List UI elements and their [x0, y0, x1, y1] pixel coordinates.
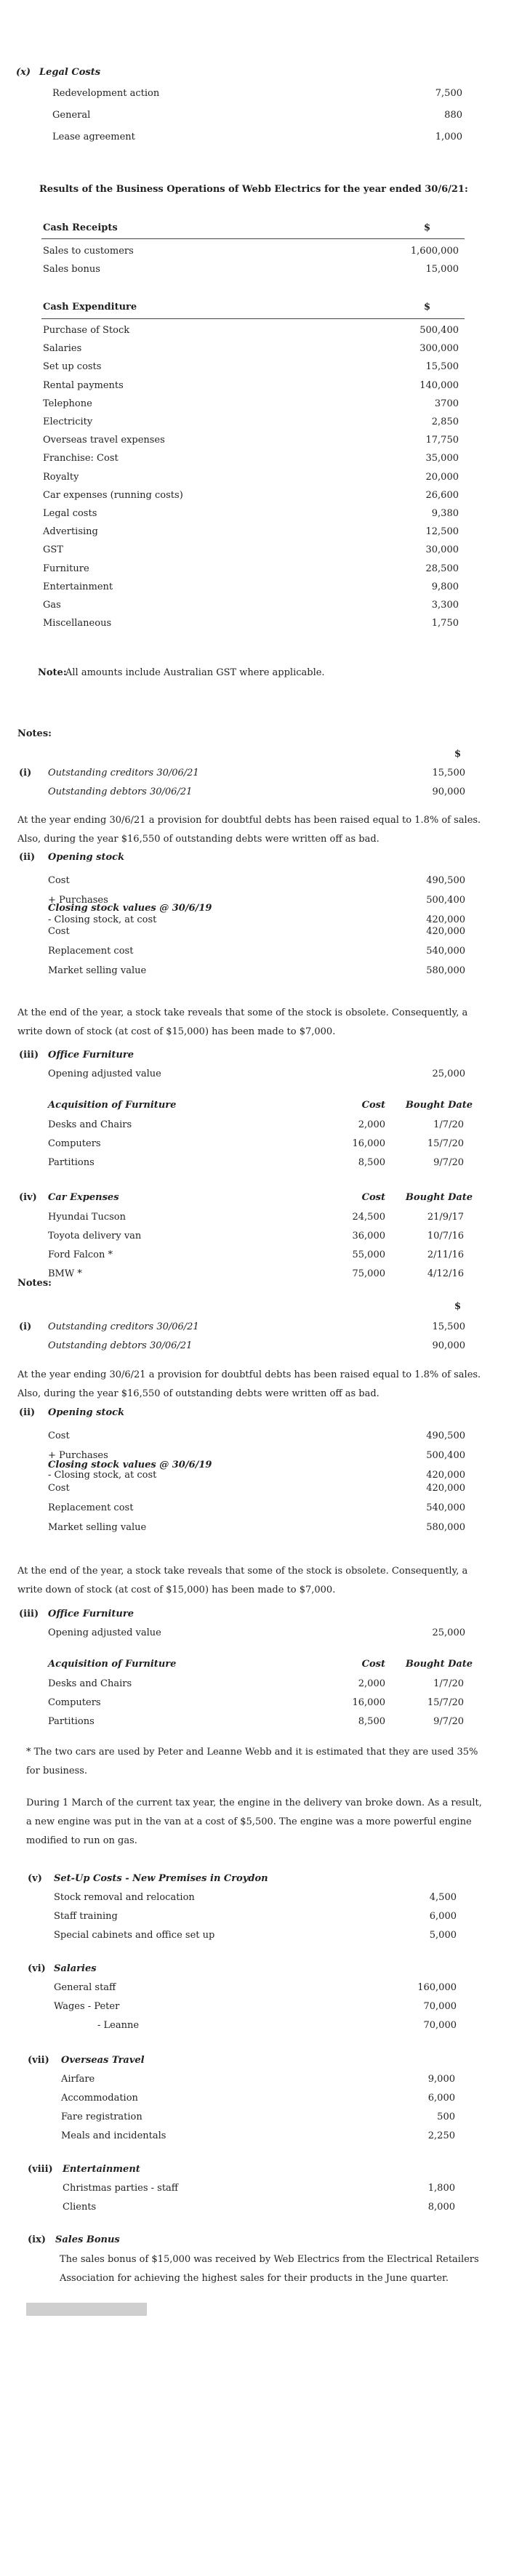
notes2-obsolete-1: At the end of the year, a stock take reveals that some of the stock is obsolete. Consequently, a — [17, 1566, 468, 1577]
travel-title: Overseas Travel — [61, 2055, 145, 2066]
expenditure-label: Royalty — [43, 471, 79, 483]
notes2-stock-value: 420,000 — [426, 1470, 465, 1481]
notes1-obsolete-2: write down of stock (at cost of $15,000) has been made to $7,000. — [17, 1026, 336, 1037]
notes1-opening-label: Opening adjusted value — [48, 1068, 161, 1079]
entertainment-value: 8,000 — [427, 2202, 455, 2213]
receipts-value: 15,000 — [425, 264, 459, 275]
notes2-furniture-label: Computers — [48, 1697, 101, 1708]
receipts-label: Sales bonus — [43, 264, 100, 275]
expenditure-value: 20,000 — [425, 471, 459, 483]
setup-label: Stock removal and relocation — [54, 1892, 195, 1903]
notes2-debtors-value: 90,000 — [432, 1340, 465, 1351]
notes1-furniture-label: Computers — [48, 1138, 101, 1149]
salaries-title: Salaries — [54, 1963, 97, 1974]
salaries-value: 160,000 — [417, 1982, 457, 1993]
expenditure-value: 28,500 — [425, 563, 459, 574]
notes1-furniture-cost: 8,500 — [358, 1157, 385, 1168]
entertainment-label: Clients — [63, 2202, 97, 2213]
car-label: Ford Falcon * — [48, 1249, 113, 1260]
setup-label: Special cabinets and office set up — [54, 1930, 215, 1941]
note-text: All amounts include Australian GST where applicable. — [65, 667, 325, 678]
van-2: a new engine was put in the van at a cost of $5,500. The engine was a more powerful engine — [26, 1816, 472, 1827]
notes1-furniture-label: Partitions — [48, 1157, 95, 1168]
notes1-ii-num: (ii) — [19, 852, 36, 863]
notes1-debtors-label: Outstanding debtors 30/06/21 — [48, 786, 193, 797]
expenditure-label: Rental payments — [43, 379, 124, 391]
notes1-stock-value: 500,400 — [426, 895, 465, 906]
expenditure-value: 2,850 — [431, 416, 459, 427]
bonus-num: (ix) — [28, 2234, 46, 2245]
travel-num: (vii) — [28, 2055, 49, 2066]
notes2-furniture-date: 1/7/20 — [433, 1678, 464, 1689]
expenditure-value: 140,000 — [419, 379, 459, 391]
expenditure-label: Electricity — [43, 416, 93, 427]
notes2-stock-label: Cost — [48, 1430, 70, 1441]
bonus-line2: Association for achieving the highest sales for their products in the June quarter. — [60, 2273, 449, 2284]
car-cost: 75,000 — [352, 1268, 385, 1279]
car-cost: 24,500 — [352, 1212, 385, 1223]
notes1-closing-value: 580,000 — [426, 965, 465, 976]
notes2-stock-value: 490,500 — [426, 1430, 465, 1441]
car-iv-title: Car Expenses — [48, 1192, 119, 1203]
notes1-iii-title: Office Furniture — [48, 1050, 134, 1060]
salaries-label: Wages - Peter — [54, 2001, 120, 2012]
salaries-label: General staff — [54, 1982, 116, 1993]
notes2-ii-title: Opening stock — [48, 1407, 125, 1418]
notes2-ii-num: (ii) — [19, 1407, 36, 1418]
salaries-label: - Leanne — [97, 2020, 140, 2031]
receipts-currency: $ — [423, 222, 430, 233]
notes1-closing-label: Market selling value — [48, 965, 147, 976]
gray-bar — [26, 2303, 147, 2316]
travel-value: 500 — [437, 2112, 455, 2122]
notes2-acq-title: Acquisition of Furniture — [48, 1659, 177, 1670]
notes2-closing-value: 580,000 — [426, 1522, 465, 1533]
entertainment-title: Entertainment — [63, 2164, 140, 2175]
expenditure-label: Car expenses (running costs) — [43, 489, 183, 501]
notes1-opening-value: 25,000 — [432, 1068, 465, 1079]
expenditure-label: Gas — [43, 600, 61, 611]
notes2-stock-value: 500,400 — [426, 1450, 465, 1461]
travel-label: Fare registration — [61, 2112, 142, 2122]
notes1-creditors-value: 15,500 — [432, 768, 465, 778]
legal-value: 1,000 — [435, 132, 462, 142]
results-title: Results of the Business Operations of Webb Electrics for the year ended 30/6/21: — [39, 184, 468, 195]
receipts-label: Sales to customers — [43, 246, 134, 257]
expenditure-value: 9,380 — [431, 508, 459, 519]
expenditure-label: Salaries — [43, 343, 82, 355]
car-cost-header: Cost — [361, 1192, 385, 1203]
car-bought-header: Bought Date — [405, 1192, 473, 1203]
bonus-line1: The sales bonus of $15,000 was received by Web Electrics from the Electrical Retailers — [60, 2254, 479, 2265]
notes1-stock-value: 420,000 — [426, 914, 465, 925]
notes1-closing-title: Closing stock values @ 30/6/19 — [48, 903, 212, 914]
expenditure-value: 1,750 — [431, 618, 459, 629]
car-iv-num: (iv) — [19, 1192, 37, 1203]
notes1-furniture-date: 15/7/20 — [427, 1138, 464, 1149]
salaries-value: 70,000 — [423, 2020, 457, 2031]
setup-value: 5,000 — [429, 1930, 457, 1941]
expenditure-label: Legal costs — [43, 508, 97, 519]
setup-value: 4,500 — [429, 1892, 457, 1903]
expenditure-value: 15,500 — [425, 361, 459, 373]
notes2-furniture-cost: 2,000 — [358, 1678, 385, 1689]
expenditure-header: Cash Expenditure — [43, 302, 137, 313]
travel-value: 2,250 — [427, 2130, 455, 2141]
receipts-rule — [41, 238, 465, 239]
notes2-closing-label: Cost — [48, 1483, 70, 1494]
travel-label: Airfare — [61, 2074, 95, 2085]
expenditure-value: 3700 — [434, 398, 459, 409]
legal-heading-title: Legal Costs — [39, 67, 101, 78]
setup-label: Staff training — [54, 1911, 118, 1922]
notes1-cost-header: Cost — [361, 1100, 385, 1111]
notes2-furniture-label: Partitions — [48, 1716, 95, 1727]
setup-num: (v) — [28, 1873, 42, 1884]
expenditure-label: Miscellaneous — [43, 618, 112, 629]
expenditure-label: GST — [43, 544, 63, 556]
notes1-acq-title: Acquisition of Furniture — [48, 1100, 177, 1111]
notes2-stock-label: - Closing stock, at cost — [48, 1470, 157, 1481]
expenditure-label: Telephone — [43, 398, 92, 409]
legal-label: Lease agreement — [52, 132, 135, 142]
legal-heading-num: (x) — [16, 67, 31, 78]
entertainment-num: (viii) — [28, 2164, 53, 2175]
car-cost: 55,000 — [352, 1249, 385, 1260]
legal-label: General — [52, 110, 91, 121]
receipts-value: 1,600,000 — [410, 246, 459, 257]
expenditure-value: 500,400 — [419, 325, 459, 336]
notes2-creditors-value: 15,500 — [432, 1321, 465, 1332]
notes2-furniture-date: 15/7/20 — [427, 1697, 464, 1708]
legal-value: 880 — [444, 110, 462, 121]
notes1-stock-label: Cost — [48, 875, 70, 886]
notes2-cost-header: Cost — [361, 1659, 385, 1670]
notes1-furniture-label: Desks and Chairs — [48, 1119, 132, 1130]
car-date: 10/7/16 — [427, 1231, 464, 1241]
expenditure-value: 300,000 — [419, 343, 459, 355]
notes2-opening-value: 25,000 — [432, 1627, 465, 1638]
legal-value: 7,500 — [435, 88, 462, 99]
notes1-stock-label: - Closing stock, at cost — [48, 914, 157, 925]
car-date: 2/11/16 — [427, 1249, 464, 1260]
notes1-i-num: (i) — [19, 768, 32, 778]
notes1-bought-header: Bought Date — [405, 1100, 473, 1111]
notes1-obsolete-1: At the end of the year, a stock take reveals that some of the stock is obsolete. Consequently, a — [17, 1007, 468, 1018]
notes2-closing-value: 540,000 — [426, 1502, 465, 1513]
notes1-creditors-label: Outstanding creditors 30/06/21 — [48, 768, 199, 778]
car-label: Hyundai Tucson — [48, 1212, 126, 1223]
expenditure-label: Entertainment — [43, 581, 113, 592]
notes2-debtors-label: Outstanding debtors 30/06/21 — [48, 1340, 193, 1351]
notes1-furniture-cost: 2,000 — [358, 1119, 385, 1130]
notes1-currency: $ — [454, 749, 461, 760]
cars-note-1: * The two cars are used by Peter and Leanne Webb and it is estimated that they are used 35% — [26, 1747, 478, 1758]
expenditure-label: Purchase of Stock — [43, 325, 130, 336]
van-3: modified to run on gas. — [26, 1835, 137, 1846]
notes2-i-num: (i) — [19, 1321, 32, 1332]
expenditure-value: 35,000 — [425, 453, 459, 464]
notes2-doubtful-2: Also, during the year $16,550 of outstanding debts were written off as bad. — [17, 1388, 380, 1399]
notes2-closing-title: Closing stock values @ 30/6/19 — [48, 1460, 212, 1470]
cars-note-2: for business. — [26, 1766, 88, 1776]
notes1-title: Notes: — [17, 728, 52, 739]
notes2-creditors-label: Outstanding creditors 30/06/21 — [48, 1321, 199, 1332]
expenditure-label: Franchise: Cost — [43, 453, 119, 464]
notes1-debtors-value: 90,000 — [432, 786, 465, 797]
notes2-furniture-cost: 16,000 — [352, 1697, 385, 1708]
expenditure-label: Set up costs — [43, 361, 102, 373]
notes2-stock-label: + Purchases — [48, 1450, 108, 1461]
notes1-furniture-date: 1/7/20 — [433, 1119, 464, 1130]
notes1-stock-value: 490,500 — [426, 875, 465, 886]
notes2-currency: $ — [454, 1301, 461, 1312]
entertainment-label: Christmas parties - staff — [63, 2183, 179, 2194]
notes2-iii-title: Office Furniture — [48, 1609, 134, 1619]
expenditure-value: 26,600 — [425, 489, 459, 501]
bonus-title: Sales Bonus — [55, 2234, 120, 2245]
notes2-furniture-date: 9/7/20 — [433, 1716, 464, 1727]
salaries-num: (vi) — [28, 1963, 46, 1974]
expenditure-rule — [41, 318, 465, 319]
car-cost: 36,000 — [352, 1231, 385, 1241]
notes1-doubtful-1: At the year ending 30/6/21 a provision for doubtful debts has been raised equal to 1.8% of sales. — [17, 815, 481, 826]
notes2-bought-header: Bought Date — [405, 1659, 473, 1670]
notes1-iii-num: (iii) — [19, 1050, 39, 1060]
expenditure-label: Furniture — [43, 563, 89, 574]
travel-value: 6,000 — [427, 2093, 455, 2104]
notes1-furniture-cost: 16,000 — [352, 1138, 385, 1149]
expenditure-value: 17,750 — [425, 435, 459, 446]
expenditure-value: 9,800 — [431, 581, 459, 592]
notes2-closing-label: Market selling value — [48, 1522, 147, 1533]
legal-label: Redevelopment action — [52, 88, 160, 99]
notes1-furniture-date: 9/7/20 — [433, 1157, 464, 1168]
notes1-doubtful-2: Also, during the year $16,550 of outstanding debts were written off as bad. — [17, 834, 380, 845]
travel-label: Meals and incidentals — [61, 2130, 166, 2141]
setup-title: Set-Up Costs - New Premises in Croydon — [54, 1873, 268, 1884]
notes2-opening-label: Opening adjusted value — [48, 1627, 161, 1638]
notes1-closing-label: Replacement cost — [48, 946, 134, 957]
notes2-furniture-cost: 8,500 — [358, 1716, 385, 1727]
notes2-doubtful-1: At the year ending 30/6/21 a provision for doubtful debts has been raised equal to 1.8% of sales. — [17, 1369, 481, 1380]
travel-value: 9,000 — [427, 2074, 455, 2085]
expenditure-value: 12,500 — [425, 526, 459, 538]
notes2-obsolete-2: write down of stock (at cost of $15,000) has been made to $7,000. — [17, 1585, 336, 1595]
notes2-iii-num: (iii) — [19, 1609, 39, 1619]
expenditure-label: Overseas travel expenses — [43, 435, 165, 446]
notes2-title: Notes: — [17, 1278, 52, 1289]
salaries-value: 70,000 — [423, 2001, 457, 2012]
van-1: During 1 March of the current tax year, the engine in the delivery van broke down. As a result, — [26, 1798, 482, 1808]
notes1-ii-title: Opening stock — [48, 852, 125, 863]
car-label: BMW * — [48, 1268, 82, 1279]
car-date: 4/12/16 — [427, 1268, 464, 1279]
receipts-header: Cash Receipts — [43, 222, 118, 233]
notes2-closing-label: Replacement cost — [48, 1502, 134, 1513]
note-label: Note: — [38, 667, 67, 678]
expenditure-label: Advertising — [43, 526, 98, 538]
expenditure-currency: $ — [423, 302, 430, 313]
notes1-closing-label: Cost — [48, 926, 70, 937]
notes1-stock-label: + Purchases — [48, 895, 108, 906]
travel-label: Accommodation — [61, 2093, 138, 2104]
expenditure-value: 3,300 — [431, 600, 459, 611]
notes1-closing-value: 420,000 — [426, 926, 465, 937]
expenditure-value: 30,000 — [425, 544, 459, 556]
notes1-closing-value: 540,000 — [426, 946, 465, 957]
car-label: Toyota delivery van — [48, 1231, 142, 1241]
car-date: 21/9/17 — [427, 1212, 464, 1223]
setup-value: 6,000 — [429, 1911, 457, 1922]
notes2-furniture-label: Desks and Chairs — [48, 1678, 132, 1689]
notes2-closing-value: 420,000 — [426, 1483, 465, 1494]
entertainment-value: 1,800 — [427, 2183, 455, 2194]
